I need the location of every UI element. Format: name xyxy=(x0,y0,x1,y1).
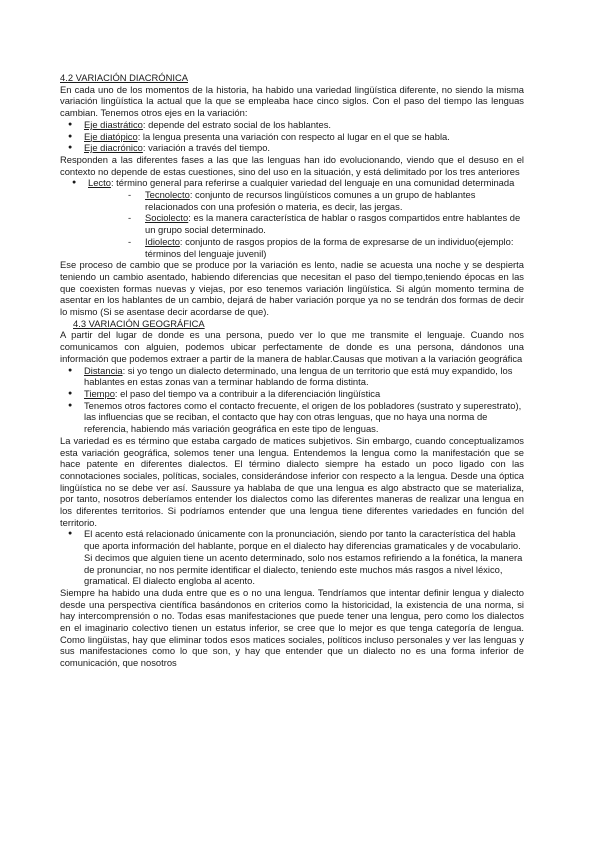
section-heading-diacronica: 4.2 VARIACIÓN DIACRÓNICA xyxy=(60,72,188,83)
term: Eje diastrático xyxy=(84,118,143,130)
paragraph: Siempre ha habido una duda entre que es o no una lengua. Tendríamos que intentar definir lengua y dialecto desde una perspectiva científica basándonos en criterios como la historicidad, la existencia de una norma, si hay intercomprensión o no. Todas esas manifestaciones que puede tener una lengua, pero como los dialectos en el imaginario colectivo tienen un estatus inferior, se cree que lo mejor es que tenga categoría de lengua. Como lingüistas, hay que eliminar todos esos matices sociales, políticos incluso personales y ver las lenguas y sus manifestaciones como lo que son, y hay que entender que un dialecto no es una forma inferior de comunicación, que nosotros xyxy=(60,586,524,669)
definition: : depende del estrato social de los hablantes. xyxy=(142,118,332,130)
paragraph: Responden a las diferentes fases a las que las lenguas han ido evolucionando, viendo que el desuso en el contexto no depende de estas cuestiones, sino del uso en la situación, y está delimitado por los tres anteriores xyxy=(60,153,524,177)
list-item xyxy=(60,131,524,143)
accent-list xyxy=(60,528,524,587)
list-item xyxy=(60,177,524,189)
sub-list-item xyxy=(60,212,524,235)
sub-list-item xyxy=(60,236,524,259)
document-page xyxy=(60,72,524,669)
lecto-list xyxy=(60,177,524,189)
definition: : el paso del tiempo va a contribuir a la diferenciación lingüística xyxy=(114,387,381,399)
definition: : si yo tengo un dialecto determinado, una lengua de un territorio que está muy expandido, los hablantes en estas zonas van a terminar hablando de forma distinta. xyxy=(84,364,513,388)
term: Sociolecto xyxy=(145,212,189,224)
definition: : conjunto de rasgos propios de la forma de expresarse de un individuo(ejemplo: términos del lenguaje juvenil) xyxy=(145,235,514,259)
axes-list xyxy=(60,119,524,154)
definition: : variación a través del tiempo. xyxy=(142,142,271,154)
paragraph: En cada uno de los momentos de la historia, ha habido una variedad lingüística diferente, no siendo la misma variación lingüística la actual que la que se empleaba hace cinco siglos. Con el paso del tiempo las lenguas cambian. Tenemos otros ejes en la variación: xyxy=(60,83,524,119)
causes-list xyxy=(60,365,524,435)
list-item xyxy=(60,365,524,388)
list-item xyxy=(60,400,524,435)
term: Tecnolecto xyxy=(145,189,190,201)
term: Idiolecto xyxy=(145,235,180,247)
definition: El acento está relacionado únicamente con la pronunciación, siendo por tanto la característica del habla que aporta información del hablante, porque en el dialecto hay diferencias gramaticales y de vocabulario. Si decimos que alguien tiene un acento determinado, solo nos estamos refiriendo a la fonética, la manera de pronunciar, no nos permite identificar el dialecto, teniendo este muchos más rasgos a nivel léxico, gramatical. El dialecto engloba al acento. xyxy=(84,528,523,587)
list-item xyxy=(60,388,524,400)
paragraph: Ese proceso de cambio que se produce por la variación es lento, nadie se acuesta una noche y se despierta teniendo un cambio asentado, habiendo diferencias que necesitan el paso del tiempo,teniendo épocas en las que coexisten formas nuevas y viejas, por eso tenemos variación lingüística. Si algún momento termina de asentar en los hablantes de un cambio, dejará de haber variación porque ya no se tendrán dos formas de decir lo mismo (Si se asentase decir acordarse de que). xyxy=(60,259,524,318)
term: Eje diatópico xyxy=(84,130,138,142)
term: Distancia xyxy=(84,364,123,376)
sub-list-item xyxy=(60,189,524,212)
definition: : término general para referirse a cualquier variedad del lenguaje en una comunidad determinada xyxy=(110,177,515,189)
lecto-sublist xyxy=(60,189,524,259)
paragraph: A partir del lugar de donde es una persona, puedo ver lo que me transmite el lenguaje. Cuando nos comunicamos con alguien, podemos ubicar perfectamente de donde es una persona, dándonos una información que podemos extraer a partir de la manera de hablar.Causas que motivan a la variación geográfica xyxy=(60,329,524,364)
term: Tiempo xyxy=(84,387,115,399)
list-item xyxy=(60,119,524,131)
paragraph: La variedad es es término que estaba cargado de matices subjetivos. Sin embargo, cuando conceptualizamos esta variación geográfica, solemos tener una lengua. Entendemos la lengua como la manifestación que se hace patente en diferentes dialectos. El término dialecto siempre ha estado un poco ligado con las connotaciones sociales, políticas, sociales, considerándose inferior con respecto a la lengua. Desde una óptica lingüística no se debe ver así. Saussure ya hablaba de que una lengua es algo abstracto que se materializa, por tanto, nosotros deberíamos entender los dialectos como las diferentes maneras de realizar una lengua en los diferentes territorios. Si podríamos entender que una lengua tiene diferentes variedades en función del territorio. xyxy=(60,434,524,528)
term: Eje diacrónico xyxy=(84,142,143,154)
definition: : conjunto de recursos lingüísticos comunes a un grupo de hablantes relacionados con una profesión o materia, es decir, las jergas. xyxy=(145,189,476,212)
definition: Tenemos otros factores como el contacto frecuente, el origen de los pobladores (sustrato y superestrato), las influencias que se reciban, el contacto que hay con otras lenguas, que no haya una norma de referencia, habiendo más variación geográfica en este tipo de lenguas. xyxy=(84,399,522,435)
list-item xyxy=(60,142,524,154)
list-item xyxy=(60,528,524,587)
definition: : la lengua presenta una variación con respecto al lugar en el que se habla. xyxy=(137,130,450,142)
section-heading-geografica: 4.3 VARIACIÓN GEOGRÁFICA xyxy=(73,317,205,329)
term: Lecto xyxy=(88,177,111,189)
definition: : es la manera característica de hablar o rasgos compartidos entre hablantes de un grupo social determinado. xyxy=(145,212,521,236)
